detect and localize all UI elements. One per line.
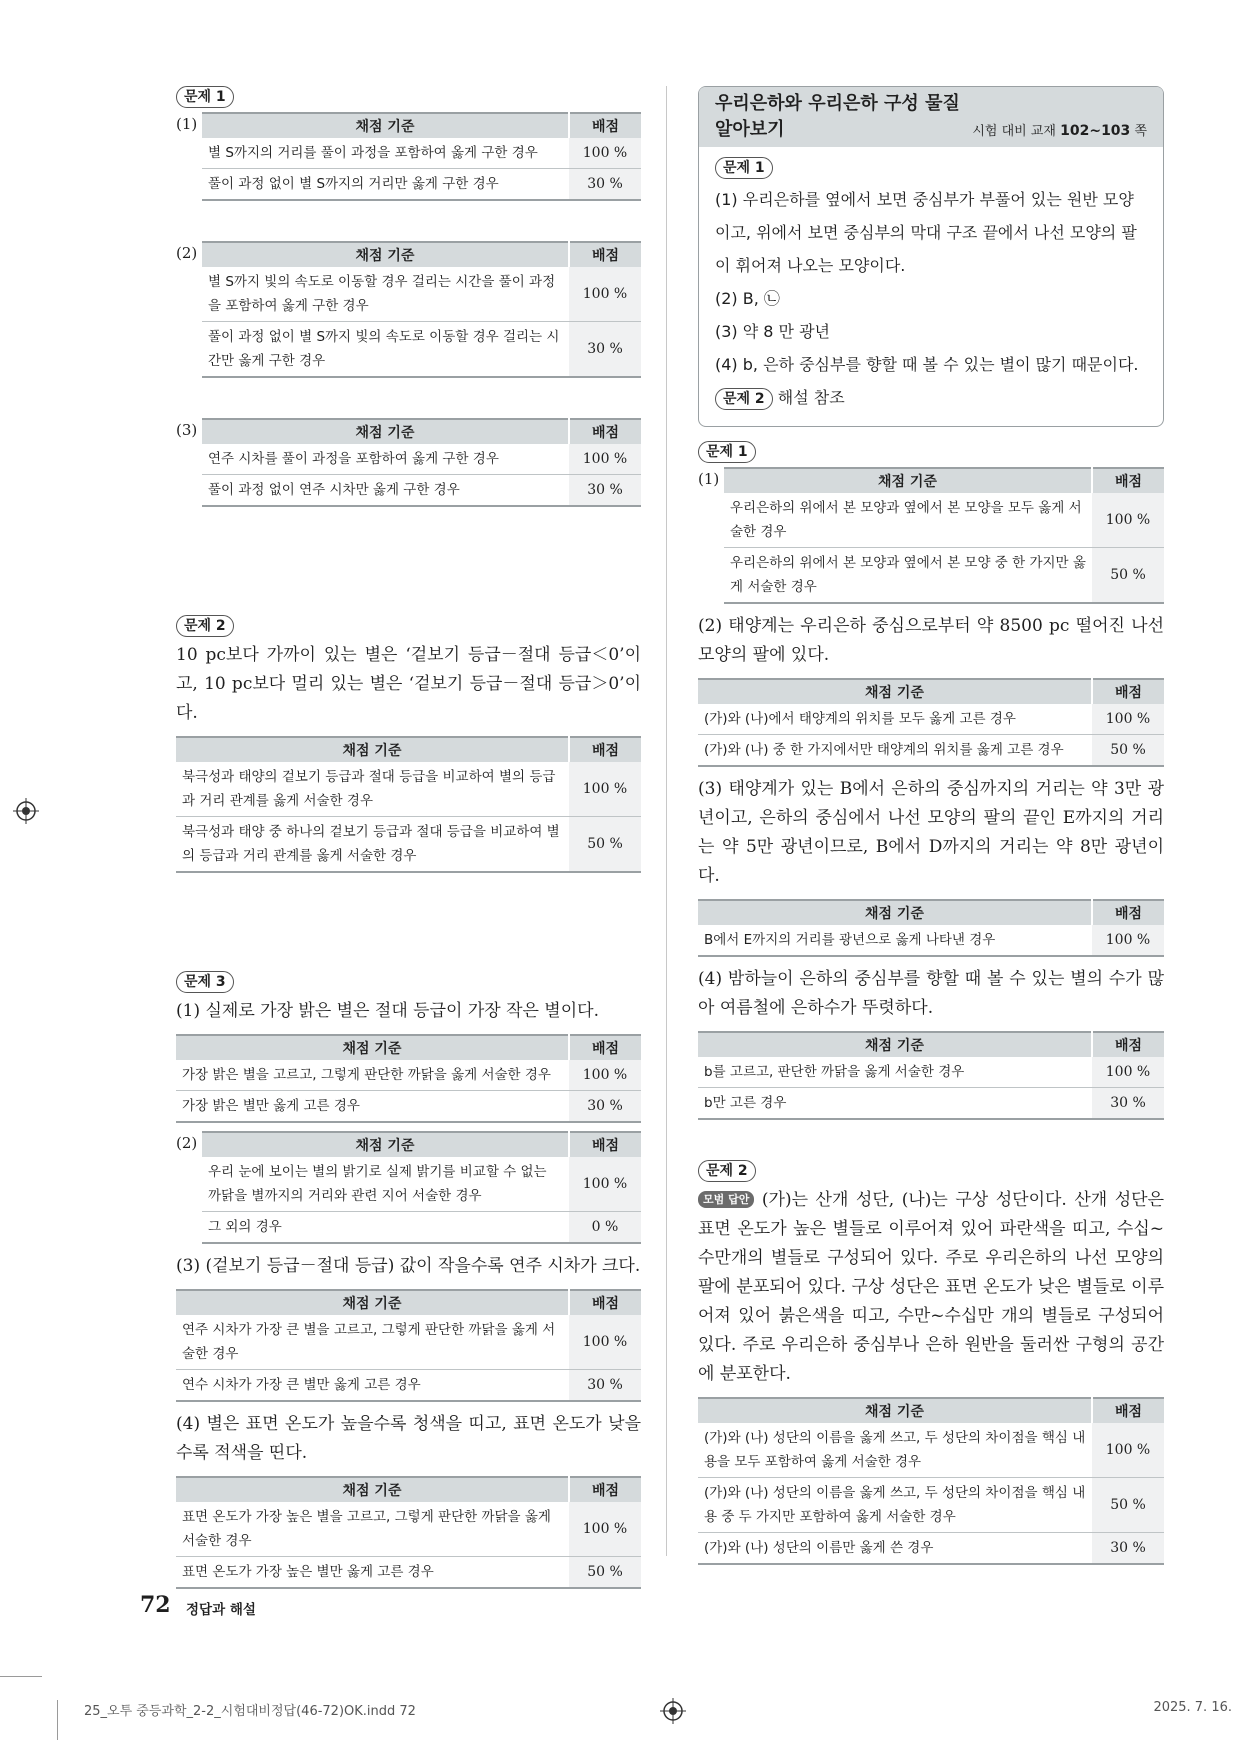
textbook-reference	[972, 120, 1147, 143]
part-number: (1)	[176, 115, 198, 133]
criteria-cell: (가)와 (나) 성단의 이름을 옳게 쓰고, 두 성단의 차이점을 핵심 내용을 모두 포함하여 옳게 서술한 경우	[698, 1423, 1092, 1478]
column-divider	[666, 86, 667, 1556]
problem-1-part-3-text: (3) 태양계가 있는 B에서 은하의 중심까지의 거리는 약 3만 광년이고, 은하의 중심에서 나선 모양의 팔의 끝인 E까지의 거리는 약 5만 광년이므로, B에서 D까지의 거리는 약 8만 광년이다.	[698, 779, 1164, 886]
criteria-cell: 우리 눈에 보이는 별의 밝기로 실제 밝기를 비교할 수 없는 까닭을 별까지의 거리와 관련 지어 서술한 경우	[202, 1157, 569, 1212]
section-title	[715, 91, 960, 143]
score-cell: 100 %	[569, 444, 641, 475]
table-row	[176, 1502, 641, 1557]
score-header: 배점	[1092, 468, 1164, 493]
table-row	[202, 138, 641, 169]
score-cell: 50 %	[1092, 735, 1164, 767]
ref-pages: 102~103	[1060, 123, 1131, 139]
ref-suffix: 쪽	[1134, 124, 1147, 139]
criteria-cell: 풀이 과정 없이 별 S까지 빛의 속도로 이동할 경우 걸리는 시간만 옳게 구한 경우	[202, 322, 569, 378]
criteria-cell: (가)와 (나) 성단의 이름만 옳게 쓴 경우	[698, 1533, 1092, 1565]
criteria-cell: 북극성과 태양의 겉보기 등급과 절대 등급을 비교하여 별의 등급과 거리 관계를 옳게 서술한 경우	[176, 762, 569, 817]
section-header	[699, 87, 1163, 147]
score-header: 배점	[1092, 1032, 1164, 1057]
slug-divider	[57, 1700, 58, 1740]
problem-3-part-2	[176, 1131, 641, 1244]
problem-2-model-answer	[698, 1186, 1164, 1389]
table-row	[202, 444, 641, 475]
score-cell: 30 %	[569, 475, 641, 507]
score-cell: 100 %	[569, 1502, 641, 1557]
part-number: (2)	[176, 1134, 198, 1152]
problem-1-part-4-text: (4) 밤하늘이 은하의 중심부를 향할 때 볼 수 있는 별의 수가 많아 여름철에 은하수가 뚜렷하다.	[698, 969, 1164, 1018]
criteria-header: 채점 기준	[698, 1398, 1092, 1423]
score-cell: 30 %	[569, 1370, 641, 1402]
problem-1-part-2	[176, 241, 641, 378]
table-row	[176, 1091, 641, 1123]
criteria-cell: 연주 시차를 풀이 과정을 포함하여 옳게 구한 경우	[202, 444, 569, 475]
score-cell: 30 %	[569, 322, 641, 378]
table-row	[176, 1060, 641, 1091]
summary-line: (1) 우리은하를 옆에서 보면 중심부가 부풀어 있는 원반 모양이고, 위에서 보면 중심부의 막대 구조 끝에서 나선 모양의 팔이 휘어져 나오는 모양이다.	[715, 190, 1137, 275]
section-title-line-1: 우리은하와 우리은하 구성 물질	[715, 93, 960, 114]
rubric-table	[176, 1289, 641, 1402]
score-header: 배점	[569, 1035, 641, 1060]
footer-label: 정답과 해설	[186, 1602, 256, 1618]
score-header: 배점	[569, 419, 641, 444]
rubric-table	[202, 1131, 641, 1244]
score-cell: 100 %	[569, 267, 641, 322]
table-row	[202, 322, 641, 378]
summary-problem-2-badge: 문제 2	[715, 388, 773, 410]
criteria-cell: (가)와 (나) 중 한 가지에서만 태양계의 위치를 옳게 고른 경우	[698, 735, 1092, 767]
problem-1-badge: 문제 1	[698, 441, 756, 463]
table-row	[202, 1157, 641, 1212]
part-number: (2)	[176, 244, 198, 262]
problem-3-badge: 문제 3	[176, 971, 234, 993]
score-cell: 100 %	[569, 762, 641, 817]
score-cell: 100 %	[569, 1157, 641, 1212]
rubric-table	[202, 418, 641, 507]
score-cell: 30 %	[569, 1091, 641, 1123]
table-row	[202, 1212, 641, 1244]
table-row	[698, 735, 1164, 767]
problem-1-part-1	[698, 467, 1164, 604]
slug-date: 2025. 7. 16.	[1153, 1700, 1232, 1715]
score-cell: 100 %	[569, 1315, 641, 1370]
rubric-table	[698, 899, 1164, 957]
table-row	[176, 1557, 641, 1589]
criteria-header: 채점 기준	[176, 1035, 569, 1060]
problem-1-part-2-text: (2) 태양계는 우리은하 중심으로부터 약 8500 pc 떨어진 나선 모양의 팔에 있다.	[698, 616, 1164, 665]
criteria-cell: (가)와 (나)에서 태양계의 위치를 모두 옳게 고른 경우	[698, 704, 1092, 735]
summary-problem-2	[715, 381, 1147, 414]
criteria-cell: b만 고른 경우	[698, 1088, 1092, 1120]
right-column	[698, 86, 1164, 1565]
criteria-cell: 가장 밝은 별만 옳게 고른 경우	[176, 1091, 569, 1123]
section-box	[698, 86, 1164, 427]
criteria-header: 채점 기준	[176, 737, 569, 762]
score-header: 배점	[569, 737, 641, 762]
problem-1-part-1	[176, 112, 641, 201]
criteria-cell: B에서 E까지의 거리를 광년으로 옳게 나타낸 경우	[698, 925, 1092, 956]
section-body	[699, 147, 1163, 426]
table-row	[698, 1478, 1164, 1533]
criteria-cell: 우리은하의 위에서 본 모양과 옆에서 본 모양 중 한 가지만 옳게 서술한 경우	[724, 548, 1092, 604]
criteria-cell: 연수 시차가 가장 큰 별만 옳게 고른 경우	[176, 1370, 569, 1402]
part-number: (1)	[698, 470, 720, 488]
table-row	[724, 493, 1164, 548]
score-cell: 100 %	[1092, 1423, 1164, 1478]
section-title-line-2: 알아보기	[715, 119, 785, 140]
score-cell: 100 %	[1092, 493, 1164, 548]
rubric-table	[698, 1397, 1164, 1565]
criteria-cell: 별 S까지의 거리를 풀이 과정을 포함하여 옳게 구한 경우	[202, 138, 569, 169]
table-row	[202, 475, 641, 507]
criteria-header: 채점 기준	[176, 1477, 569, 1502]
ref-prefix: 시험 대비 교재	[972, 124, 1056, 139]
problem-3-part-4-text: (4) 별은 표면 온도가 높을수록 청색을 띠고, 표면 온도가 낮을수록 적색을 띤다.	[176, 1414, 641, 1463]
problem-3-part-3-text: (3) (겉보기 등급－절대 등급) 값이 작을수록 연주 시차가 크다.	[176, 1256, 641, 1276]
table-row	[698, 1423, 1164, 1478]
score-cell: 50 %	[569, 1557, 641, 1589]
score-cell: 30 %	[1092, 1533, 1164, 1565]
criteria-header: 채점 기준	[202, 242, 569, 267]
summary-line: (2) B, ㉡	[715, 289, 780, 308]
criteria-cell: 표면 온도가 가장 높은 별을 고르고, 그렇게 판단한 까닭을 옳게 서술한 경우	[176, 1502, 569, 1557]
part-number: (3)	[176, 421, 198, 439]
table-row	[202, 169, 641, 201]
table-row	[698, 1057, 1164, 1088]
summary-line: (3) 약 8 만 광년	[715, 322, 831, 341]
left-column	[176, 86, 641, 1589]
criteria-cell: (가)와 (나) 성단의 이름을 옳게 쓰고, 두 성단의 차이점을 핵심 내용 중 두 가지만 포함하여 옳게 서술한 경우	[698, 1478, 1092, 1533]
model-answer-text: (가)는 산개 성단, (나)는 구상 성단이다. 산개 성단은 표면 온도가 높은 별들로 이루어져 있어 파란색을 띠고, 수십~수만개의 별들로 구성되어 있다. 주로 우리은하의 나선 모양의 팔에 분포되어 있다. 구상 성단은 표면 온도가 낮은 별들로 이루어져 있어 붉은색을 띠고, 수만~수십만 개의 별들로 구성되어 있다. 주로 우리은하 중심부나 은하 원반을 둘러싼 구형의 공간에 분포한다.	[698, 1190, 1165, 1384]
score-header: 배점	[569, 1132, 641, 1157]
criteria-cell: 별 S까지 빛의 속도로 이동할 경우 걸리는 시간을 풀이 과정을 포함하여 옳게 구한 경우	[202, 267, 569, 322]
score-cell: 30 %	[1092, 1088, 1164, 1120]
rubric-table	[202, 112, 641, 201]
criteria-cell: 북극성과 태양 중 하나의 겉보기 등급과 절대 등급을 비교하여 별의 등급과 거리 관계를 옳게 서술한 경우	[176, 817, 569, 873]
slug-filename: 25_오투 중등과학_2-2_시험대비정답(46-72)OK.indd 72	[84, 1704, 416, 1719]
problem-2-explanation: 10 pc보다 가까이 있는 별은 ‘겉보기 등급－절대 등급＜0’이고, 10 pc보다 멀리 있는 별은 ‘겉보기 등급－절대 등급＞0’이다.	[176, 645, 641, 723]
table-row	[176, 762, 641, 817]
score-cell: 50 %	[1092, 1478, 1164, 1533]
rubric-table	[176, 1034, 641, 1123]
table-row	[698, 925, 1164, 956]
table-row	[176, 817, 641, 873]
criteria-header: 채점 기준	[724, 468, 1092, 493]
score-cell: 30 %	[569, 169, 641, 201]
rubric-table	[176, 1476, 641, 1589]
table-row	[724, 548, 1164, 604]
page-number: 72	[140, 1592, 171, 1618]
table-row	[698, 1088, 1164, 1120]
criteria-cell: b를 고르고, 판단한 까닭을 옳게 서술한 경우	[698, 1057, 1092, 1088]
registration-mark-icon	[660, 1698, 686, 1724]
table-row	[698, 1533, 1164, 1565]
criteria-cell: 풀이 과정 없이 별 S까지의 거리만 옳게 구한 경우	[202, 169, 569, 201]
score-header: 배점	[569, 1477, 641, 1502]
score-header: 배점	[1092, 900, 1164, 925]
summary-line: (4) b, 은하 중심부를 향할 때 볼 수 있는 별이 많기 때문이다.	[715, 355, 1139, 374]
rubric-table	[698, 678, 1164, 767]
table-row	[176, 1370, 641, 1402]
score-header: 배점	[1092, 1398, 1164, 1423]
problem-1-part-3	[176, 418, 641, 507]
slug-line	[0, 1676, 42, 1677]
criteria-cell: 표면 온도가 가장 높은 별만 옳게 고른 경우	[176, 1557, 569, 1589]
criteria-header: 채점 기준	[698, 1032, 1092, 1057]
criteria-header: 채점 기준	[176, 1290, 569, 1315]
criteria-cell: 풀이 과정 없이 연주 시차만 옳게 구한 경우	[202, 475, 569, 507]
problem-3-part-1-text: (1) 실제로 가장 밝은 별은 절대 등급이 가장 작은 별이다.	[176, 1001, 599, 1021]
score-cell: 100 %	[1092, 1057, 1164, 1088]
model-answer-label: 모범 답안	[698, 1191, 754, 1208]
criteria-header: 채점 기준	[202, 113, 569, 138]
table-row	[202, 267, 641, 322]
rubric-table	[698, 1031, 1164, 1120]
criteria-header: 채점 기준	[698, 679, 1092, 704]
score-cell: 100 %	[1092, 704, 1164, 735]
score-cell: 100 %	[569, 1060, 641, 1091]
table-row	[698, 704, 1164, 735]
criteria-header: 채점 기준	[698, 900, 1092, 925]
rubric-table	[202, 241, 641, 378]
score-cell: 100 %	[569, 138, 641, 169]
score-cell: 0 %	[569, 1212, 641, 1244]
problem-2-badge: 문제 2	[176, 615, 234, 637]
criteria-header: 채점 기준	[202, 1132, 569, 1157]
criteria-header: 채점 기준	[202, 419, 569, 444]
problem-1-badge: 문제 1	[176, 86, 234, 108]
registration-mark-icon	[13, 798, 39, 824]
score-header: 배점	[569, 113, 641, 138]
problem-2-badge: 문제 2	[698, 1160, 756, 1182]
rubric-table	[724, 467, 1164, 604]
score-header: 배점	[569, 242, 641, 267]
summary-note: 해설 참조	[777, 388, 845, 407]
criteria-cell: 가장 밝은 별을 고르고, 그렇게 판단한 까닭을 옳게 서술한 경우	[176, 1060, 569, 1091]
summary-problem-1-badge: 문제 1	[715, 157, 773, 179]
table-row	[176, 1315, 641, 1370]
score-header: 배점	[569, 1290, 641, 1315]
score-header: 배점	[1092, 679, 1164, 704]
score-cell: 50 %	[569, 817, 641, 873]
criteria-cell: 그 외의 경우	[202, 1212, 569, 1244]
score-cell: 50 %	[1092, 548, 1164, 604]
rubric-table	[176, 736, 641, 873]
score-cell: 100 %	[1092, 925, 1164, 956]
criteria-cell: 연주 시차가 가장 큰 별을 고르고, 그렇게 판단한 까닭을 옳게 서술한 경우	[176, 1315, 569, 1370]
criteria-cell: 우리은하의 위에서 본 모양과 옆에서 본 모양을 모두 옳게 서술한 경우	[724, 493, 1092, 548]
